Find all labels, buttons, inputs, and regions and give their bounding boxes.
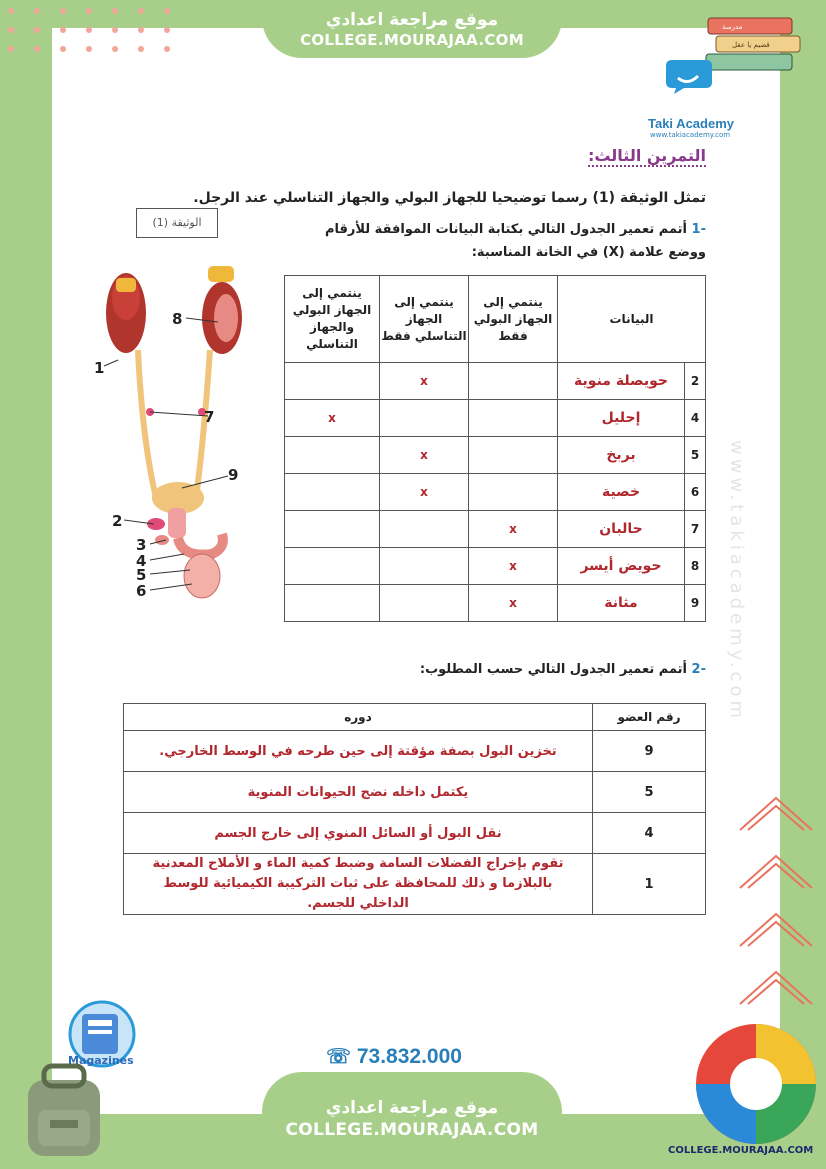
dot	[86, 8, 92, 14]
header-organ-number: رقم العضو	[593, 704, 706, 731]
row-item: حالبان	[558, 511, 685, 548]
genital-mark: x	[380, 437, 469, 474]
header-role: دوره	[124, 704, 593, 731]
row-item: مثانة	[558, 585, 685, 622]
dot	[60, 27, 66, 33]
phone-number[interactable]: ☏ 73.832.000	[326, 1045, 462, 1068]
organ-number: 9	[593, 731, 706, 772]
dot	[138, 46, 144, 52]
svg-text:1: 1	[94, 359, 105, 377]
genital-mark	[380, 511, 469, 548]
table-row	[124, 772, 706, 813]
table-row	[285, 511, 706, 548]
brand-site[interactable]: www.takiacademy.com	[650, 131, 731, 139]
row-item: حويصلة منوية	[558, 363, 685, 400]
genital-mark	[380, 548, 469, 585]
row-number: 6	[685, 474, 706, 511]
svg-text:قضيم يا عقل: قضيم يا عقل	[732, 41, 770, 49]
organ-role: تقوم بإخراج الفضلات السامة وضبط كمية الماء و الأملاح المعدنية بالبلازما و ذلك للمحافظة على ثبات التركيبة الكيميائية للوسط الداخلي للجسم.	[124, 854, 593, 915]
table-row	[285, 400, 706, 437]
svg-text:9: 9	[228, 466, 239, 484]
genital-mark: x	[380, 363, 469, 400]
brand-name: Taki Academy	[648, 116, 734, 131]
exercise-title: التمرين الثالث:	[587, 146, 706, 165]
dot	[8, 27, 14, 33]
table-row	[124, 813, 706, 854]
row-number: 5	[685, 437, 706, 474]
urinary-mark	[469, 474, 558, 511]
dot	[138, 8, 144, 14]
header-both: ينتمي إلى الجهاز البولي والجهاز التناسلي	[285, 276, 380, 363]
organ-number: 4	[593, 813, 706, 854]
svg-text:4: 4	[136, 552, 147, 570]
q2-text: أتمم تعمير الجدول التالي حسب المطلوب:	[419, 662, 688, 677]
footer-banner-site[interactable]: COLLEGE.MOURAJAA.COM	[285, 1120, 539, 1140]
bottom-banner	[262, 1072, 562, 1169]
genital-mark	[380, 400, 469, 437]
dot	[8, 8, 14, 14]
organ-role: يكتمل داخله نضج الحيوانات المنوية	[124, 772, 593, 813]
urinary-mark	[469, 437, 558, 474]
dot	[112, 8, 118, 14]
organ-role: نقل البول أو السائل المنوي إلى خارج الجسم	[124, 813, 593, 854]
banner-arabic: موقع مراجعة اعدادي	[325, 10, 499, 30]
svg-text:2: 2	[112, 512, 123, 530]
data-table	[284, 275, 706, 622]
table-row	[124, 731, 706, 772]
corner-site[interactable]: COLLEGE.MOURAJAA.COM	[668, 1145, 814, 1156]
row-number: 2	[685, 363, 706, 400]
q1-number: -1	[691, 222, 706, 237]
organ-role: تخزين البول بصفة مؤقتة إلى حين طرحه في الوسط الخارجي.	[124, 731, 593, 772]
both-mark	[285, 585, 380, 622]
table-row	[285, 363, 706, 400]
svg-text:مدرسة: مدرسة	[722, 23, 743, 31]
both-mark	[285, 474, 380, 511]
dot	[8, 46, 14, 52]
table-row	[285, 585, 706, 622]
header-urinary: ينتمي إلى الجهاز البولي فقط	[469, 276, 558, 363]
dot	[34, 8, 40, 14]
backpack-icon	[14, 1060, 114, 1160]
urinary-mark: x	[469, 585, 558, 622]
svg-text:8: 8	[172, 310, 183, 328]
organ-number: 1	[593, 854, 706, 915]
row-item: بربخ	[558, 437, 685, 474]
row-item: خصية	[558, 474, 685, 511]
svg-text:5: 5	[136, 566, 147, 584]
genital-mark	[380, 585, 469, 622]
phone-icon: ☏	[326, 1046, 352, 1068]
subjects-wheel-icon	[694, 1022, 818, 1146]
dot	[34, 27, 40, 33]
organ-number: 5	[593, 772, 706, 813]
q1-text: أتمم تعمير الجدول التالي بكتابة البيانات الموافقة للأرقام	[325, 222, 688, 237]
dot	[86, 46, 92, 52]
dot	[60, 46, 66, 52]
row-number: 7	[685, 511, 706, 548]
row-number: 4	[685, 400, 706, 437]
top-banner	[262, 0, 562, 58]
row-number: 9	[685, 585, 706, 622]
dot	[112, 46, 118, 52]
urinary-mark	[469, 400, 558, 437]
svg-text:6: 6	[136, 582, 147, 600]
table-row	[285, 548, 706, 585]
header-genital: ينتمي إلى الجهاز التناسلي فقط	[380, 276, 469, 363]
urinary-mark: x	[469, 548, 558, 585]
banner-site[interactable]: COLLEGE.MOURAJAA.COM	[300, 31, 524, 49]
dot	[34, 46, 40, 52]
q1-text2: ووضع علامة (X) في الخانة المناسبة:	[471, 245, 706, 260]
table-row	[285, 474, 706, 511]
chat-bubble-icon	[666, 58, 722, 94]
footer-banner-arabic: موقع مراجعة اعدادي	[325, 1098, 499, 1118]
dot	[138, 27, 144, 33]
chevron-decoration	[734, 790, 818, 1030]
both-mark	[285, 437, 380, 474]
dot-pattern	[8, 8, 198, 56]
q2-number: -2	[691, 662, 706, 677]
dot	[164, 46, 170, 52]
row-item: حويض أيسر	[558, 548, 685, 585]
svg-text:Magazines: Magazines	[68, 1054, 134, 1067]
row-item: إحليل	[558, 400, 685, 437]
both-mark	[285, 363, 380, 400]
intro-text: تمثل الوثيقة (1) رسما توضيحيا للجهاز البولي والجهاز التناسلي عند الرجل.	[193, 190, 706, 206]
table-row	[285, 437, 706, 474]
dot	[86, 27, 92, 33]
svg-text:3: 3	[136, 536, 147, 554]
both-mark: x	[285, 400, 380, 437]
table-row	[124, 854, 706, 915]
document-label: الوثيقة (1)	[136, 208, 218, 238]
dot	[60, 8, 66, 14]
both-mark	[285, 511, 380, 548]
urinary-mark: x	[469, 511, 558, 548]
svg-text:7: 7	[204, 408, 215, 426]
both-mark	[285, 548, 380, 585]
header-items: البيانات	[558, 276, 706, 363]
urogenital-diagram	[92, 258, 262, 610]
roles-table	[123, 703, 706, 915]
row-number: 8	[685, 548, 706, 585]
dot	[164, 8, 170, 14]
urinary-mark	[469, 363, 558, 400]
genital-mark: x	[380, 474, 469, 511]
dot	[112, 27, 118, 33]
dot	[164, 27, 170, 33]
watermark: www.takiacademy.com	[726, 440, 747, 722]
